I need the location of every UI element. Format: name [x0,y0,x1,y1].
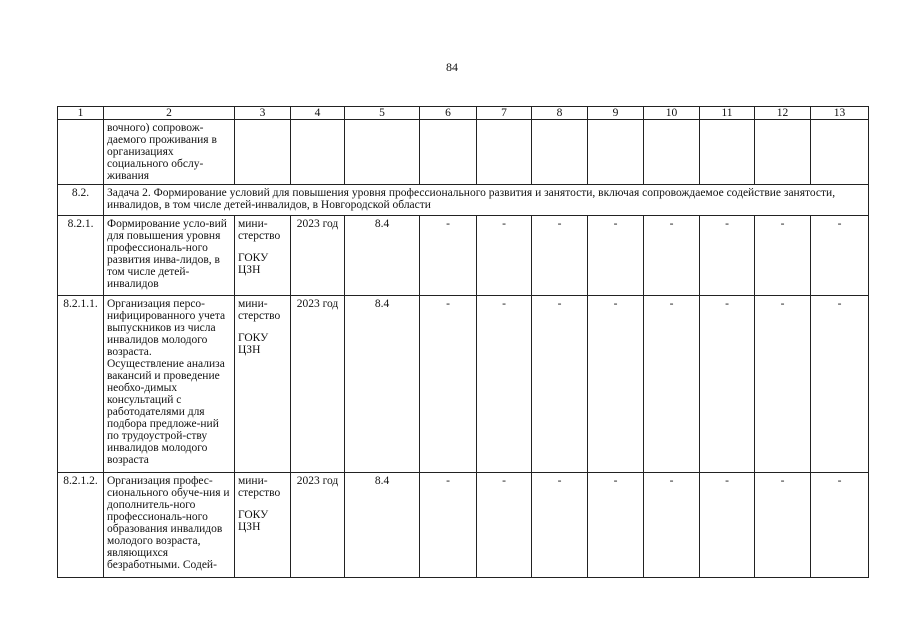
header-cell: 12 [755,107,811,120]
cell-empty [345,120,420,185]
header-cell: 9 [588,107,644,120]
cell-name: вочного) сопровож-даемого проживания в организациях социального обслу-живания [104,120,235,185]
page-number: 84 [446,60,458,74]
cell-year: 2023 год [291,473,345,578]
cell-empty [588,120,644,185]
executor-ministry: мини-стерство [238,298,281,322]
table-row [58,216,869,296]
header-cell: 4 [291,107,345,120]
task-number: 8.2. [58,185,104,216]
cell-empty [420,120,477,185]
cell-value: - [532,473,588,578]
cell-num: 8.2.1.1. [58,296,104,473]
header-cell: 5 [345,107,420,120]
cell-value: - [420,296,477,473]
cell-value: - [588,473,644,578]
executor-center: ГОКУ ЦЗН [238,332,269,356]
cell-target: 8.4 [345,473,420,578]
cell-name: Формирование усло-вий для повышения уровня профессиональ-ного развития инва-лидов, в том числе детей-инвалидов [104,216,235,296]
header-cell: 7 [477,107,532,120]
cell-value: - [700,473,755,578]
cell-empty [235,120,291,185]
table-row [58,296,869,473]
cell-year: 2023 год [291,216,345,296]
header-cell: 10 [644,107,700,120]
executor-center: ГОКУ ЦЗН [238,252,269,276]
header-cell: 1 [58,107,104,120]
cell-value: - [755,296,811,473]
cell-value: - [700,296,755,473]
header-cell: 2 [104,107,235,120]
cell-executor [235,473,291,578]
cell-executor [235,216,291,296]
cell-value: - [420,473,477,578]
cell-value: - [477,473,532,578]
cell-value: - [588,216,644,296]
cell-value: - [644,473,700,578]
cell-value: - [811,473,869,578]
cell-num: 8.2.1. [58,216,104,296]
cell-empty [811,120,869,185]
cell-value: - [644,216,700,296]
cell-empty [644,120,700,185]
executor-center: ГОКУ ЦЗН [238,509,269,533]
cell-year: 2023 год [291,296,345,473]
cell-empty [477,120,532,185]
cell-executor [235,296,291,473]
header-cell: 3 [235,107,291,120]
cell-value: - [811,216,869,296]
cell-value: - [755,216,811,296]
cell-num: 8.2.1.2. [58,473,104,578]
cell-value: - [420,216,477,296]
cell-num [58,120,104,185]
header-cell: 13 [811,107,869,120]
header-row [58,107,869,120]
cell-value: - [755,473,811,578]
cell-value: - [532,296,588,473]
cell-empty [532,120,588,185]
cell-empty [291,120,345,185]
table-row [58,473,869,578]
cell-value: - [477,296,532,473]
cell-target: 8.4 [345,296,420,473]
cell-value: - [477,216,532,296]
executor-ministry: мини-стерство [238,475,281,499]
cell-value: - [811,296,869,473]
header-cell: 11 [700,107,755,120]
program-table [57,106,869,578]
continuation-row [58,120,869,185]
cell-name: Организация профес-сионального обуче-ния и дополнитель-ного профессиональ-ного образования инвалидов молодого возраста, являющихся безработными. Содей- [104,473,235,578]
cell-value: - [588,296,644,473]
cell-target: 8.4 [345,216,420,296]
cell-empty [755,120,811,185]
header-cell: 6 [420,107,477,120]
header-cell: 8 [532,107,588,120]
cell-value: - [532,216,588,296]
task-row [58,185,869,216]
executor-ministry: мини-стерство [238,218,281,242]
cell-empty [700,120,755,185]
cell-name: Организация персо-нифицированного учета выпускников из числа инвалидов молодого возраста. Осуществление анализа вакансий и проведение необхо-димых консультаций с работодателями для подбора предложе-ний по трудоустрой-ству инвалидов молодого возраста [104,296,235,473]
cell-value: - [644,296,700,473]
task-description: Задача 2. Формирование условий для повышения уровня профессионального развития и занятости, включая сопровождаемое содействие занятости, инвалидов, в том числе детей-инвалидов, в Новгородской области [104,185,869,216]
cell-value: - [700,216,755,296]
